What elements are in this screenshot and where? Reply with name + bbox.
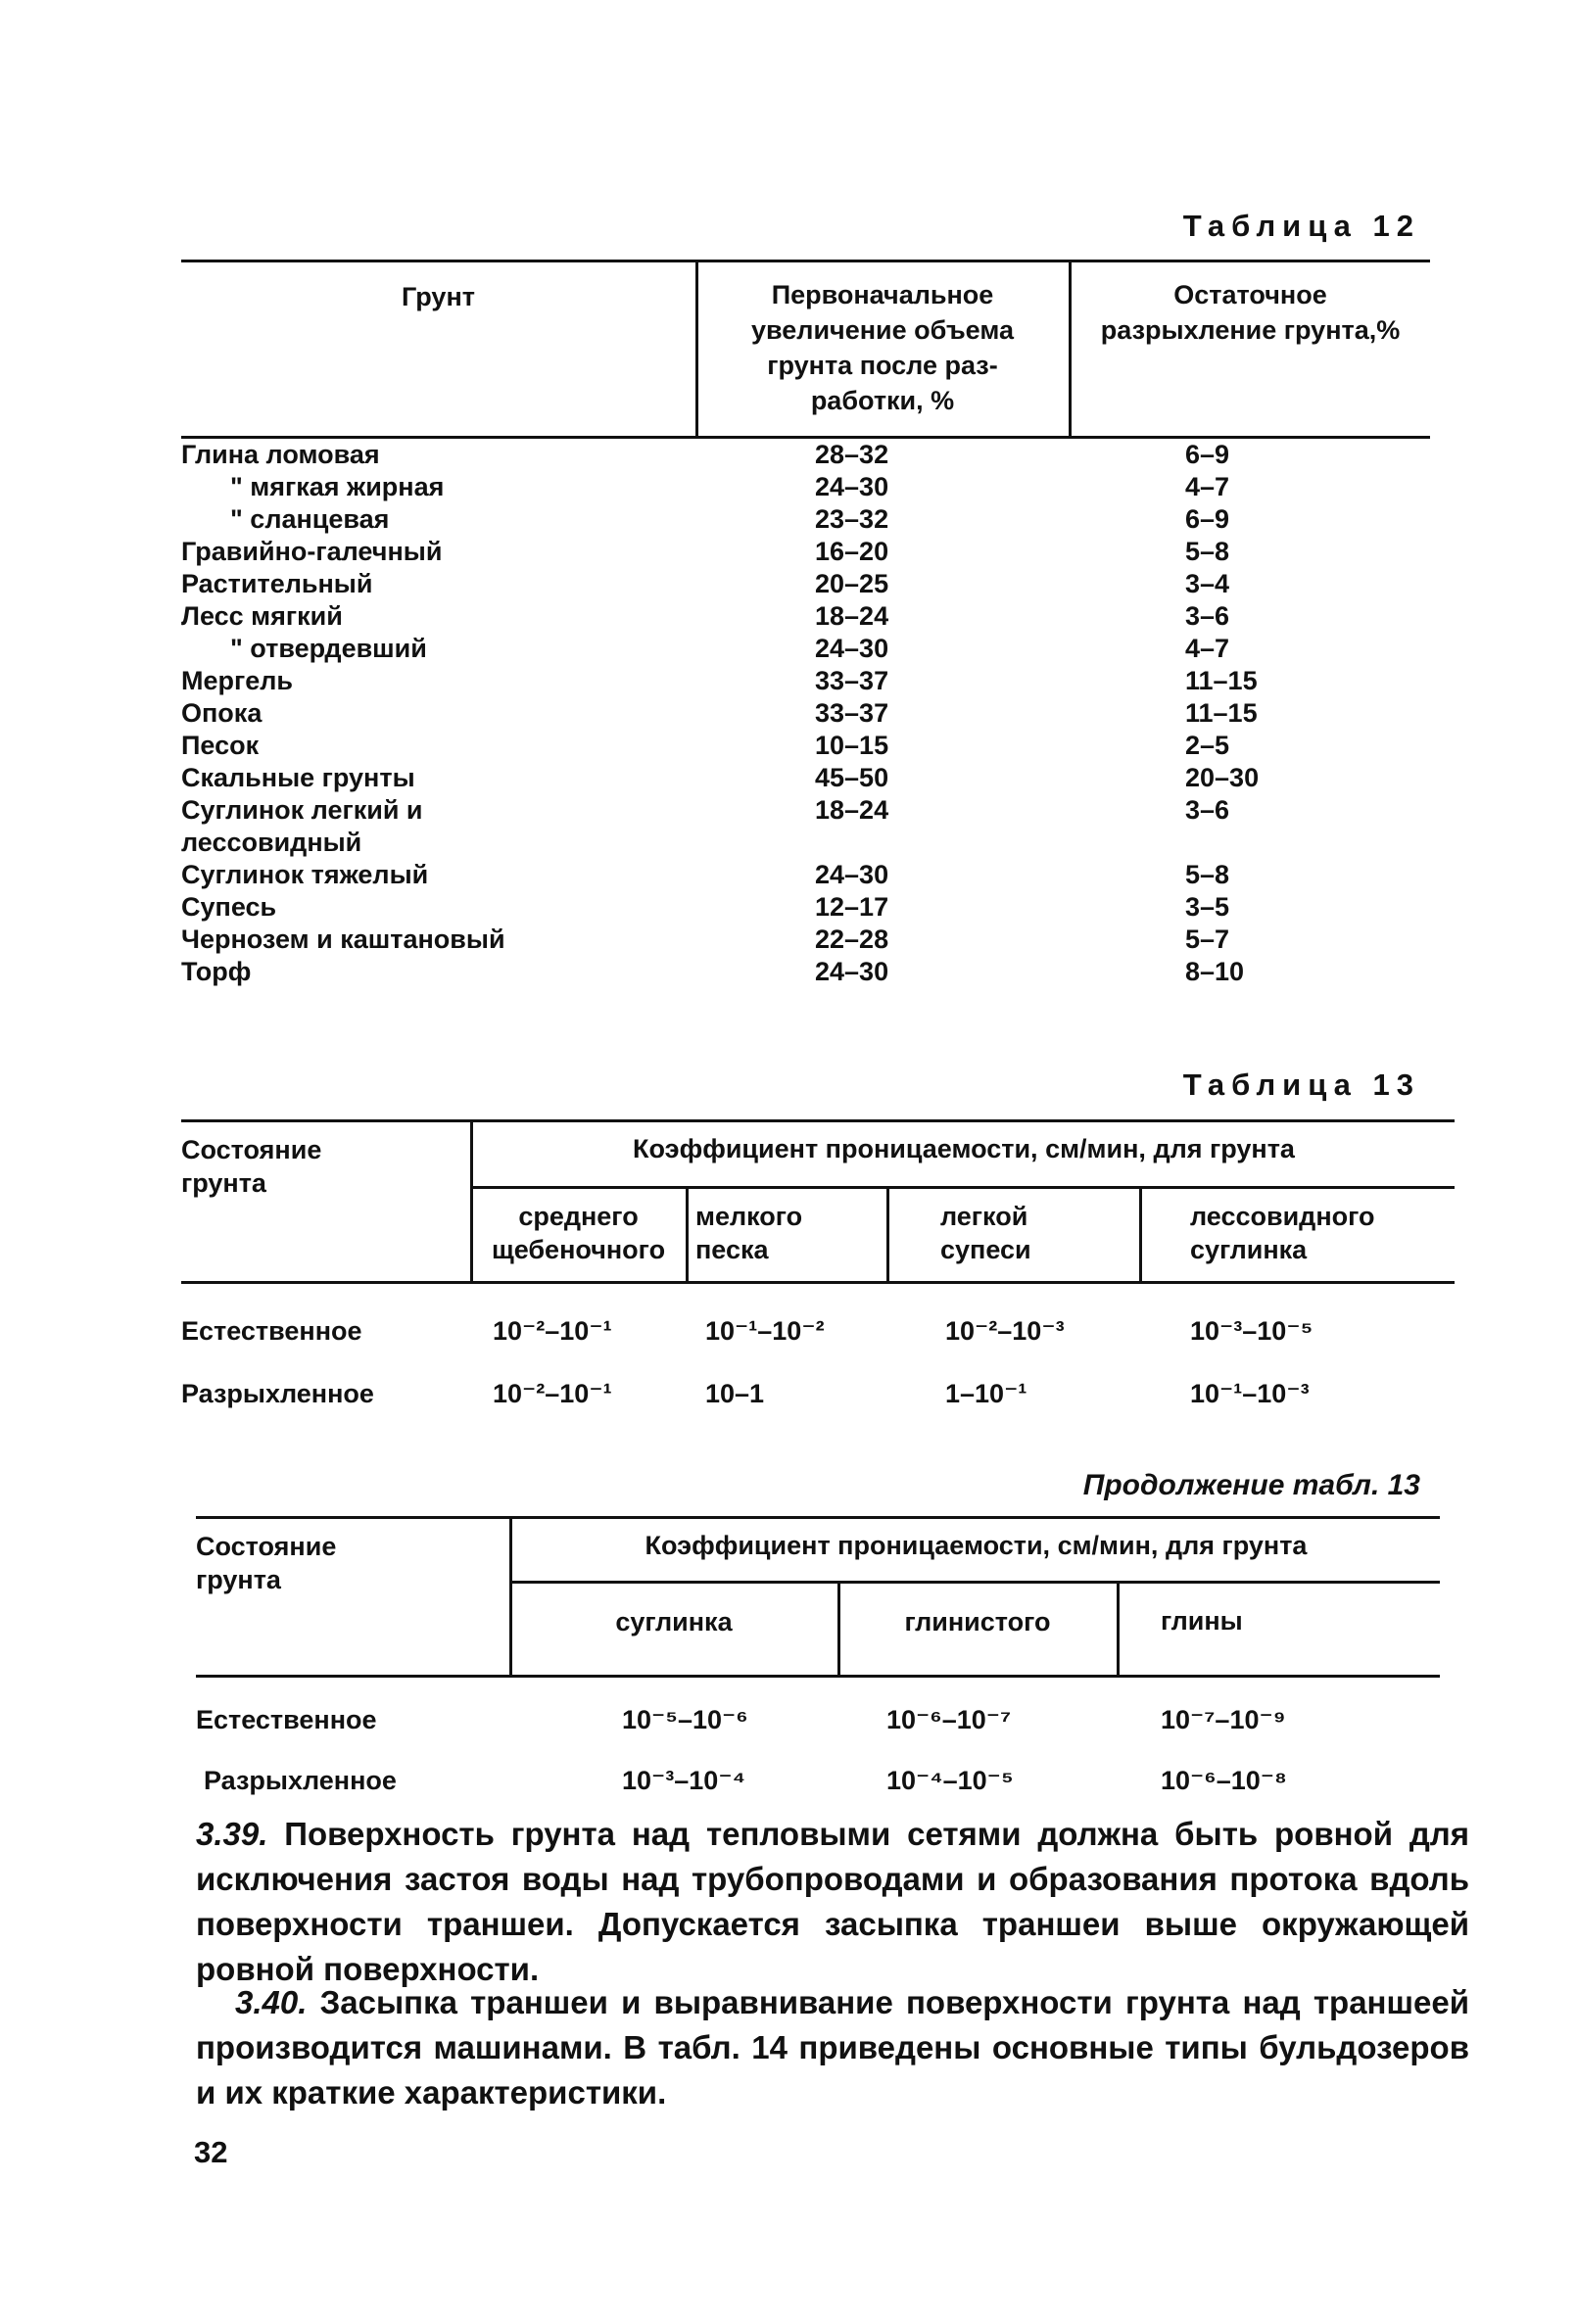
table-row: Опока 33–37 11–15: [181, 698, 1258, 728]
table-row: Естественное 10⁻⁵–10⁻⁶ 10⁻⁶–10⁻⁷ 10⁻⁷–10⁻⁹: [196, 1705, 1286, 1734]
paragraph-3-40: 3.40. Засыпка траншеи и выравнивание поверхности грунта над траншеей производится машинами. В табл. 14 приведены основные типы бульдозеров и их краткие характеристики.: [196, 1984, 1469, 2111]
table13-col-divider-2: [886, 1186, 889, 1281]
table-row: Гравийно-галечный 16–20 5–8: [181, 537, 1230, 566]
table13-header-col-3: легкой супеси: [940, 1202, 1031, 1264]
table13-cont-header-rule: [196, 1675, 1440, 1678]
table-row: Скальные грунты 45–50 20–30: [181, 763, 1260, 792]
table-row: " отвердевший 24–30 4–7: [230, 634, 1230, 663]
table-row: " сланцевая 23–32 6–9: [230, 504, 1230, 534]
paragraph-3-39: 3.39. Поверхность грунта над тепловыми сетями должна быть ровной для исключения застоя воды над трубопроводами и образования протока вдоль поверхности траншеи. Допускается засыпка траншеи выше окружающей ровной поверхности.: [196, 1816, 1469, 1987]
table-row: Растительный 20–25 3–4: [181, 569, 1230, 598]
table-row: Суглинок тяжелый 24–30 5–8: [181, 860, 1230, 889]
table13-cont-caption: Продолжение табл. 13: [1082, 1469, 1420, 1501]
table-row: " мягкая жирная 24–30 4–7: [230, 472, 1230, 501]
table-row: Разрыхленное 10⁻³–10⁻⁴ 10⁻⁴–10⁻⁵ 10⁻⁶–10⁻⁸: [204, 1766, 1287, 1795]
table-row: Песок 10–15 2–5: [181, 731, 1230, 760]
table13-cont-header-col-1: суглинка: [615, 1607, 733, 1636]
table13-col-divider-1: [686, 1186, 689, 1281]
table13-cont-col-divider-2: [1117, 1581, 1120, 1675]
table13-top-rule: [181, 1119, 1455, 1122]
table-row: Суглинок легкий и 18–24 3–6: [181, 795, 1230, 825]
table13-cont-header-state: Состояние грунта: [196, 1532, 337, 1594]
table-row: Естественное 10⁻²–10⁻¹ 10⁻¹–10⁻² 10⁻²–10⁻³ 10⁻³–10⁻⁵: [181, 1316, 1313, 1346]
table13-cont-top-rule: [196, 1516, 1440, 1519]
table-row: Глина ломовая 28–32 6–9: [181, 440, 1230, 469]
table-row: лессовидный: [181, 828, 362, 857]
table-row: Торф 24–30 8–10: [181, 957, 1245, 986]
table13-cont-subheader-rule: [512, 1581, 1440, 1584]
table13-cont-header-col-2: глинистого: [904, 1607, 1051, 1636]
table13-header-coef: Коэффициент проницаемости, см/мин, для грунта: [633, 1134, 1295, 1163]
table12-caption: Таблица 12: [1182, 209, 1420, 243]
table12: [181, 260, 1430, 1004]
table13-cont: [196, 1516, 1440, 1800]
table12-header-residual: Остаточное разрыхление грунта,%: [1100, 280, 1401, 345]
table13-col-divider-3: [1139, 1186, 1142, 1281]
table13-cont-header-coef: Коэффициент проницаемости, см/мин, для грунта: [645, 1531, 1308, 1560]
table12-body: [181, 439, 1430, 997]
table13-header-col-4: лессовидного суглинка: [1190, 1202, 1375, 1264]
table12-header-initial: Первоначальное увеличение объема грунта после раз- работки, %: [751, 280, 1014, 415]
table-row: Мергель 33–37 11–15: [181, 666, 1258, 695]
table13-caption: Таблица 13: [1182, 1067, 1420, 1102]
table13-header-rule: [181, 1281, 1455, 1284]
table13-cont-header-col-3: глины: [1161, 1606, 1243, 1636]
table-row: Чернозем и каштановый 22–28 5–7: [181, 925, 1230, 954]
page-number: 32: [194, 2135, 228, 2169]
table-row: Супесь 12–17 3–5: [181, 892, 1230, 922]
table13-header-col-1: среднего щебеночного: [491, 1202, 666, 1264]
table-row: Лесс мягкий 18–24 3–6: [181, 601, 1230, 631]
table-row: Разрыхленное 10⁻²–10⁻¹ 10–1 1–10⁻¹ 10⁻¹–10⁻³: [181, 1379, 1310, 1408]
table13-header-col-2: мелкого песка: [695, 1202, 803, 1264]
table12-header-soil: Грунт: [402, 282, 475, 311]
table13-subheader-rule: [473, 1186, 1455, 1189]
table13-header-state: Состояние грунта: [181, 1135, 322, 1198]
table12-top-rule: [181, 260, 1430, 262]
table13: [181, 1119, 1455, 1443]
